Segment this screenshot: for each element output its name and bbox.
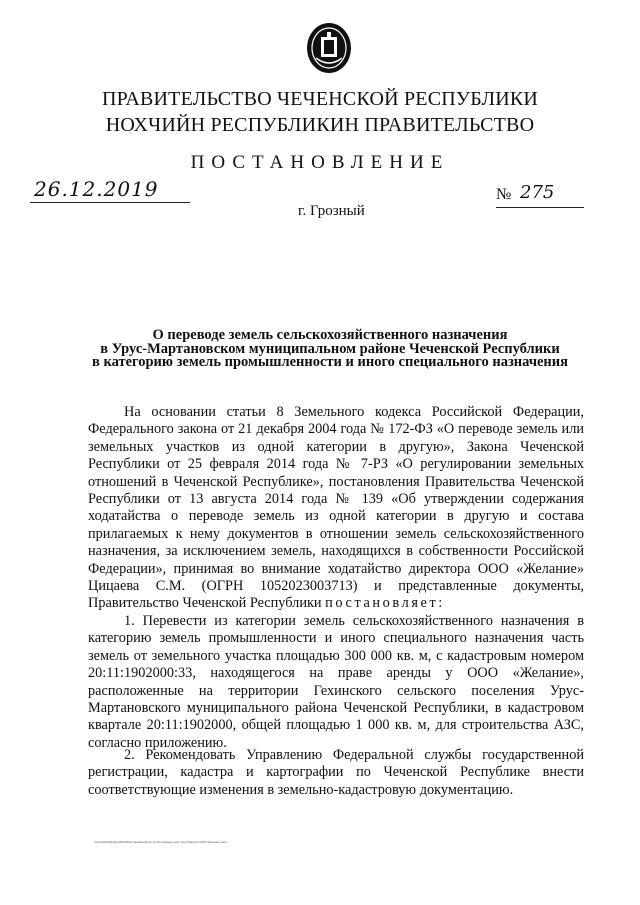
number-underline <box>496 207 584 208</box>
document-date: 26.12.2019 <box>34 177 159 201</box>
government-name-chechen: НОХЧИЙН РЕСПУБЛИКИН ПРАВИТЕЛЬСТВО <box>105 114 535 136</box>
document-type: ПОСТАНОВЛЕНИЕ <box>190 152 450 173</box>
preamble-text: На основании статьи 8 Земельного кодекса Российской Федерации, Федерального закона от 21 декабря 2004 года № 172-ФЗ «О переводе земель или земельных участков из одной категории в другую», Закона Чеченской Республики от 25 февраля 2014 года № 7-РЗ «О регулировании земельных отношений в Чеченской Республике», постановления Правительства Чеченской Республики от 13 августа 2014 года № 139 «Об утверждении содержания ходатайства о переводе земель из одной категории в другую и состава прилагаемых к нему документов в отношении земель сельскохозяйственного назначения, за исключением земель, находящихся в собственности Российской Федерации», принимая во внимание ходатайство директора ООО «Желание» Цицаева С.М. (ОГРН 1052023003713) и представленные документы, Правительство Чеченской Республики <box>88 404 584 612</box>
document-city: г. Грозный <box>298 203 365 219</box>
document-title <box>80 329 580 370</box>
clause-2-paragraph: 2. Рекомендовать Управлению Федеральной службы государственной регистрации, кадастра и картографии по Чеченской Республике внести соответствующие изменения в земельно-кадастровую документацию. <box>88 747 584 798</box>
document-number: 275 <box>520 182 555 203</box>
chechen-republic-coat-of-arms-icon <box>306 22 352 74</box>
title-line: в категорию земель промышленности и иного специального назначения <box>91 354 568 370</box>
title-line: в Урус-Мартановском муниципальном районе Чеченской Республики <box>100 340 560 357</box>
preamble-paragraph <box>88 404 584 613</box>
date-underline <box>30 202 190 203</box>
government-name-russian: ПРАВИТЕЛЬСТВО ЧЕЧЕНСКОЙ РЕСПУБЛИКИ <box>101 88 539 110</box>
title-line: О переводе земель сельскохозяйственного назначения <box>152 327 508 343</box>
clause-1-paragraph: 1. Перевести из категории земель сельскохозяйственного назначения в категорию земель промышленности и иного специального назначения часть земель от земельного участка площадью 300 000 кв. м, с кадастровым номером 20:11:1902000:33, находящегося на праве аренды у ООО «Желание», расположенные на территории Гехинского сельского поселения Урус-Мартановского муниципального района Чеченской Республики, в кадастровом квартале 20:11:1902000, общей площадью 1 000 кв. м, для строительства АЗС, согласно приложению. <box>88 613 584 751</box>
file-path-footer: \\srv\ОО\Ю\Добро\2019\Распоряжения\12.12.19 перевод земл Урус-Мартан ООО Желание.docx <box>94 840 228 844</box>
resolution-verb: постановляет: <box>325 595 445 612</box>
document-number-label: № <box>496 186 512 203</box>
